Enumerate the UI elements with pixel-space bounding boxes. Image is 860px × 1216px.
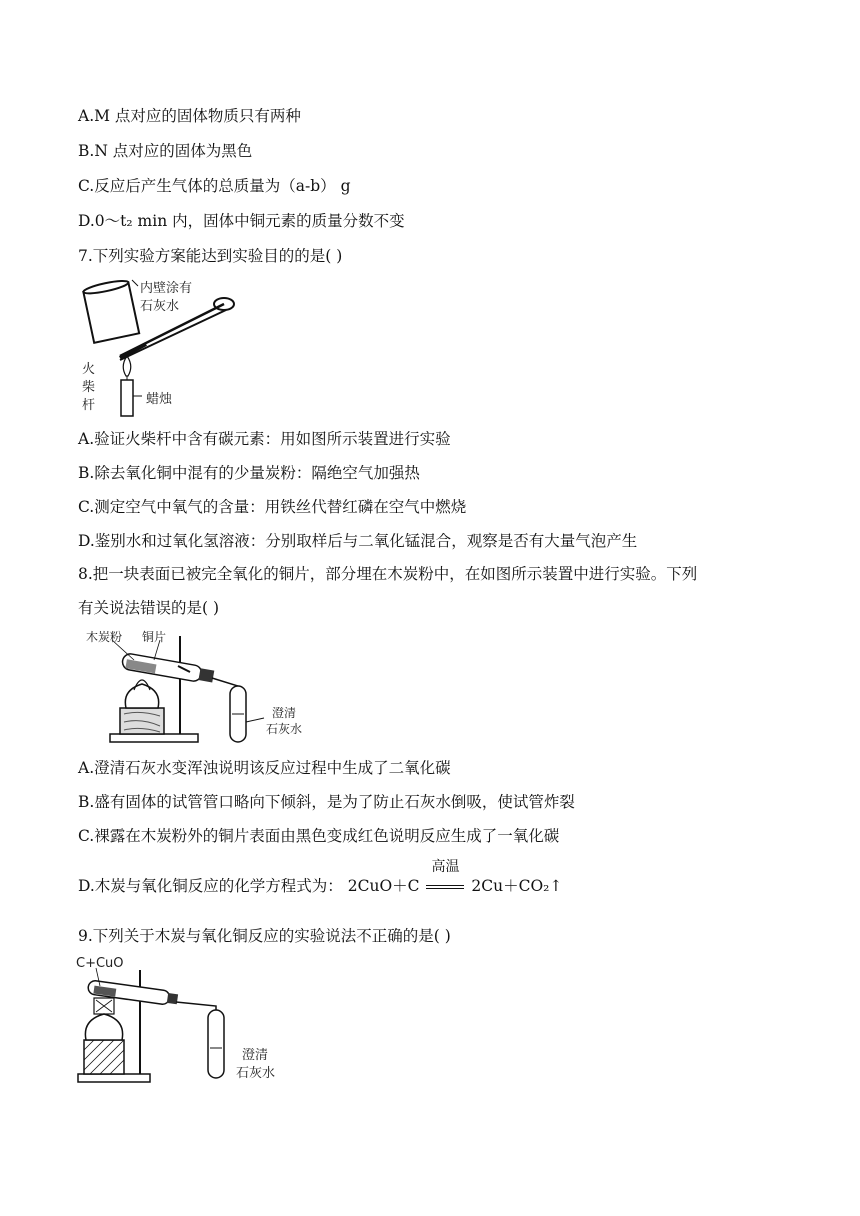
label-match-3: 杆 — [82, 398, 96, 413]
q7-option-c: C.测定空气中氧气的含量：用铁丝代替红磷在空气中燃烧 — [78, 498, 467, 516]
label-limewater-1: 澄清 — [272, 706, 297, 720]
equation-condition: 高温 — [431, 859, 460, 875]
equation-left: 2CuO＋C — [347, 877, 420, 895]
receiving-tube-icon — [208, 1010, 224, 1078]
q8-option-c: C.裸露在木炭粉外的铜片表面由黑色变成红色说明反应生成了一氧化碳 — [78, 827, 560, 845]
q6-option-a: A.M 点对应的固体物质只有两种 — [78, 107, 301, 125]
q8-option-a: A.澄清石灰水变浑浊说明该反应过程中生成了二氧化碳 — [78, 759, 451, 777]
alcohol-lamp-icon — [85, 1014, 122, 1040]
q9-figure — [74, 956, 304, 1086]
equation-arrow — [424, 859, 466, 896]
label-match-2: 柴 — [82, 380, 96, 395]
label-candle: 蜡烛 — [146, 392, 173, 407]
q8-option-b: B.盛有固体的试管管口略向下倾斜，是为了防止石灰水倒吸，使试管炸裂 — [78, 793, 575, 811]
beaker-icon — [83, 278, 140, 342]
q6-option-d: D.0～t₂ min 内，固体中铜元素的质量分数不变 — [78, 212, 405, 230]
alcohol-lamp-icon — [125, 684, 158, 708]
label-limewater-2: 石灰水 — [236, 1066, 276, 1081]
q8-stem-line2: 有关说法错误的是( ) — [78, 599, 220, 617]
label-beaker-2: 石灰水 — [140, 299, 180, 314]
q7-option-a: A.验证火柴杆中含有碳元素：用如图所示装置进行实验 — [78, 430, 451, 448]
q8-figure — [82, 626, 322, 750]
q7-figure — [74, 276, 274, 422]
q7-stem: 7.下列实验方案能达到实验目的的是( ) — [78, 247, 343, 265]
q6-option-b: B.N 点对应的固体为黑色 — [78, 142, 253, 160]
label-limewater-2: 石灰水 — [266, 722, 303, 736]
label-match-1: 火 — [82, 362, 96, 377]
label-copper: 铜片 — [142, 630, 167, 644]
q6-option-c: C.反应后产生气体的总质量为（a-b） g — [78, 177, 351, 195]
candle-icon — [121, 380, 133, 416]
q8-option-d — [78, 859, 563, 896]
q9-stem: 9.下列关于木炭与氧化铜反应的实验说法不正确的是( ) — [78, 927, 451, 945]
label-beaker-1: 内壁涂有 — [140, 281, 193, 296]
label-reagent: C+CuO — [76, 956, 124, 971]
label-limewater-1: 澄清 — [242, 1048, 269, 1063]
q7-option-d: D.鉴别水和过氧化氢溶液：分别取样后与二氧化锰混合，观察是否有大量气泡产生 — [78, 532, 638, 550]
equation-right: 2Cu＋CO₂↑ — [471, 877, 563, 895]
q8-option-d-prefix: D.木炭与氧化铜反应的化学方程式为： — [78, 877, 343, 895]
q8-stem-line1: 8.把一块表面已被完全氧化的铜片，部分埋在木炭粉中，在如图所示装置中进行实验。下列 — [78, 565, 698, 583]
label-charcoal: 木炭粉 — [86, 630, 123, 644]
q7-option-b: B.除去氧化铜中混有的少量炭粉：隔绝空气加强热 — [78, 464, 420, 482]
